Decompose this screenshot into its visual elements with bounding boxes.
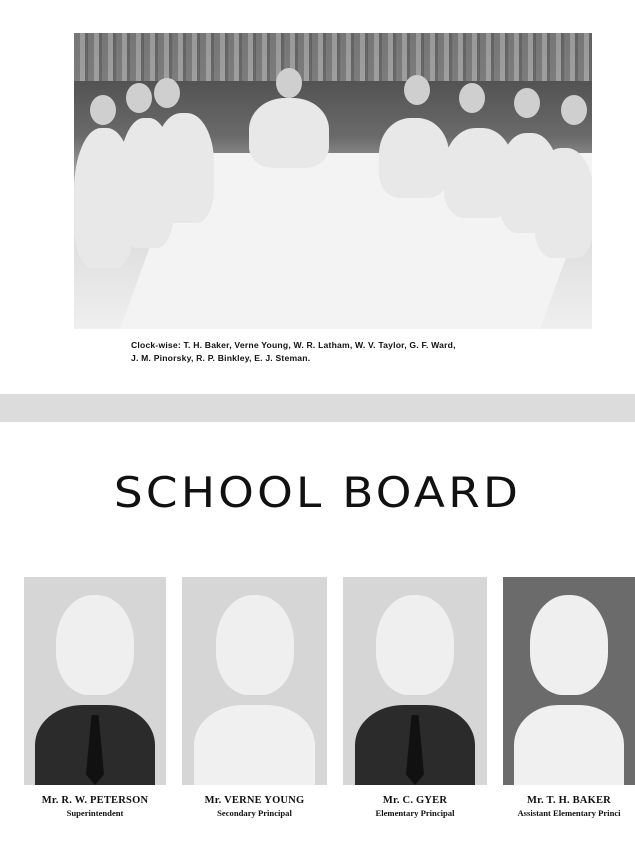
caption-line: J. M. Pinorsky, R. P. Binkley, E. J. Steman.: [131, 353, 311, 363]
photo-caption: [131, 339, 561, 365]
person-head: [126, 83, 152, 113]
patterned-shirt: [194, 705, 316, 785]
section-divider-band: [0, 394, 635, 422]
person-head: [276, 68, 302, 98]
face: [376, 595, 454, 695]
portrait-role: Assistant Elementary Princi: [517, 808, 621, 818]
face: [530, 595, 608, 695]
portrait-photo: [343, 577, 487, 785]
person-head: [90, 95, 116, 125]
portrait-name: Mr. C. GYER: [382, 795, 448, 806]
portrait-role: Elementary Principal: [375, 808, 455, 818]
portrait-name: Mr. VERNE YOUNG: [204, 795, 305, 806]
seated-person: [249, 98, 329, 168]
page-title: SCHOOL BOARD: [113, 468, 522, 517]
person-head: [514, 88, 540, 118]
person-head: [154, 78, 180, 108]
portrait-name: Mr. R. W. PETERSON: [41, 795, 149, 806]
portrait-photo: [24, 577, 166, 785]
person-head: [459, 83, 485, 113]
face: [56, 595, 134, 695]
portrait-role: Superintendent: [66, 808, 124, 818]
portrait-role: Secondary Principal: [217, 808, 292, 818]
caption-line: Clock-wise: T. H. Baker, Verne Young, W. R. Latham, W. V. Taylor, G. F. Ward,: [131, 340, 456, 350]
portrait-photo: [503, 577, 635, 785]
portrait-name: Mr. T. H. BAKER: [527, 795, 611, 806]
group-meeting-photo: [74, 33, 592, 329]
white-shirt: [514, 705, 625, 785]
person-head: [561, 95, 587, 125]
portrait-photo: [182, 577, 327, 785]
curtain-backdrop: [74, 33, 592, 81]
seated-person: [534, 148, 592, 258]
seated-person: [379, 118, 449, 198]
seated-person: [154, 113, 214, 223]
face: [216, 595, 294, 695]
person-head: [404, 75, 430, 105]
